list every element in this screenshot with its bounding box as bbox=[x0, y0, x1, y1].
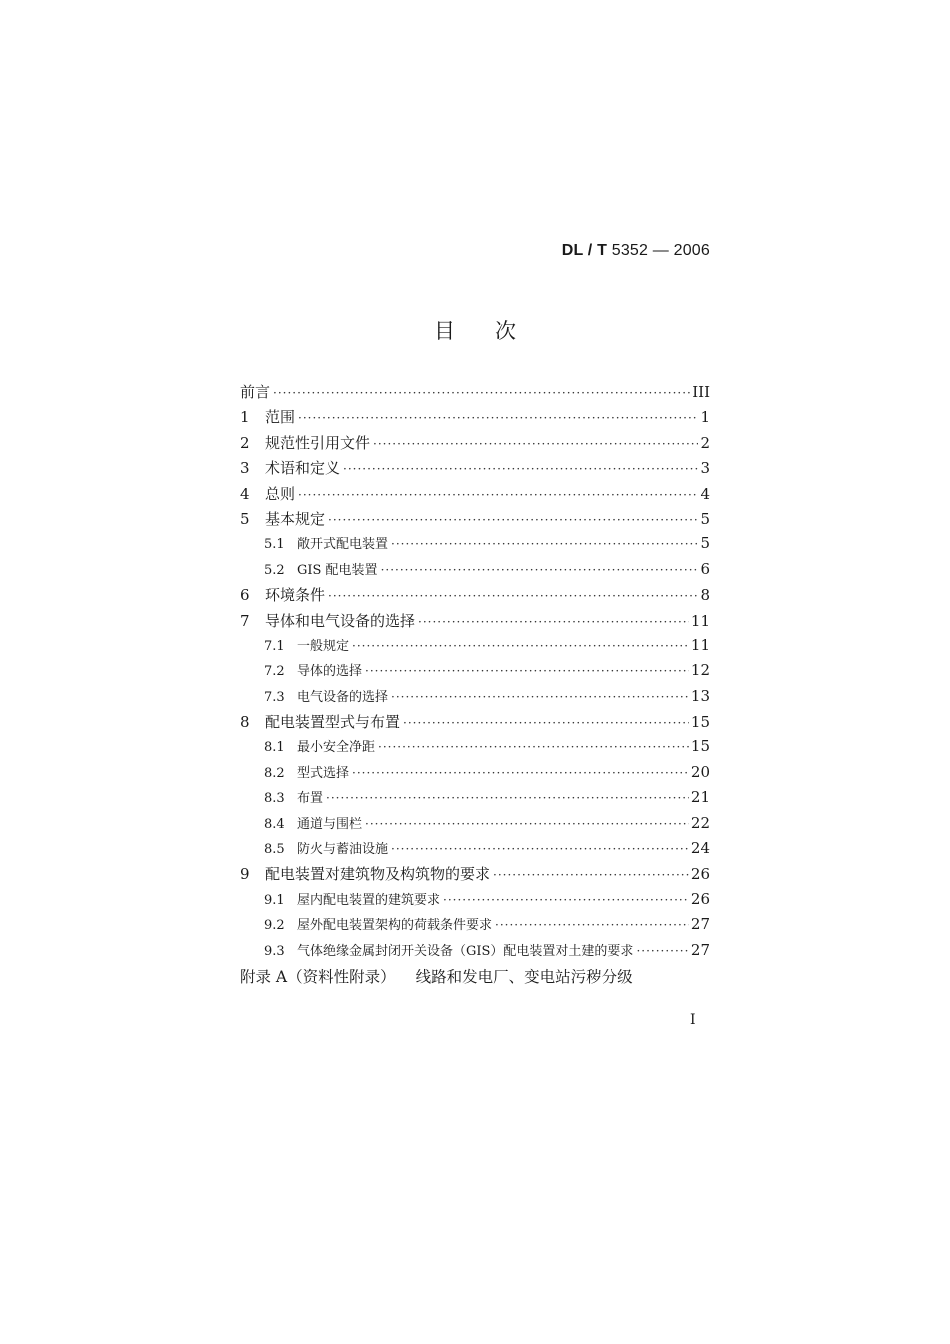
toc-leader-dots bbox=[443, 893, 689, 907]
standard-code-prefix: DL / T bbox=[561, 242, 608, 259]
toc-entry[interactable] bbox=[240, 686, 710, 711]
toc-entry[interactable] bbox=[240, 559, 710, 584]
toc-entry-number: 8.1 bbox=[264, 740, 285, 756]
toc-entry-number: 8.2 bbox=[264, 765, 285, 781]
toc-entry[interactable] bbox=[240, 610, 710, 635]
toc-entry[interactable] bbox=[240, 736, 710, 761]
toc-entry-label: 一般规定 bbox=[297, 638, 350, 654]
toc-entry-label: 规范性引用文件 bbox=[265, 433, 371, 452]
standard-code bbox=[562, 242, 710, 260]
toc-entry-number: 9.2 bbox=[264, 918, 285, 934]
toc-entry-number: 1 bbox=[240, 408, 250, 427]
toc-entry-number: 5 bbox=[240, 509, 250, 528]
toc-entry-page: 15 bbox=[690, 737, 710, 756]
toc-rows bbox=[240, 381, 710, 965]
toc-leader-dots bbox=[391, 842, 689, 856]
toc-entry-page: 2 bbox=[700, 433, 710, 452]
toc-leader-dots bbox=[403, 716, 689, 730]
toc-leader-dots bbox=[636, 944, 688, 958]
toc-entry-page: 22 bbox=[690, 813, 710, 832]
toc-entry[interactable] bbox=[240, 635, 710, 660]
toc-entry-label: 配电装置对建筑物及构筑物的要求 bbox=[265, 865, 491, 884]
toc-entry-page: 15 bbox=[690, 713, 710, 732]
toc-entry[interactable] bbox=[240, 660, 710, 685]
toc-entry-number: 7 bbox=[240, 611, 250, 630]
toc-leader-dots bbox=[365, 817, 689, 831]
annex-title: 线路和发电厂、变电站污秽分级 bbox=[415, 967, 633, 986]
toc-leader-dots bbox=[381, 563, 699, 577]
toc-entry-number: 8.4 bbox=[264, 816, 285, 832]
toc-entry-label: 前言 bbox=[240, 383, 271, 401]
toc-entry-label: GIS 配电装置 bbox=[297, 562, 378, 578]
toc-leader-dots bbox=[391, 690, 689, 704]
toc-leader-dots bbox=[378, 740, 689, 754]
toc-entry[interactable] bbox=[240, 457, 710, 482]
toc-entry-number: 5.1 bbox=[264, 537, 285, 553]
toc-leader-dots bbox=[298, 411, 698, 425]
toc-entry-page: 26 bbox=[690, 865, 710, 884]
toc-entry-page: III bbox=[692, 383, 710, 401]
toc-leader-dots bbox=[418, 615, 689, 629]
toc-entry[interactable] bbox=[240, 508, 710, 533]
toc-leader-dots bbox=[352, 766, 689, 780]
toc-leader-dots bbox=[273, 386, 690, 400]
toc-entry-number: 3 bbox=[240, 459, 250, 478]
toc-leader-dots bbox=[298, 488, 698, 502]
toc-entry-page: 26 bbox=[690, 889, 710, 908]
toc-entry-page: 6 bbox=[700, 559, 710, 578]
toc-entry-number: 8.3 bbox=[264, 791, 285, 807]
toc-entry-page: 27 bbox=[690, 915, 710, 934]
toc-entry-label: 电气设备的选择 bbox=[297, 689, 389, 705]
toc-entry[interactable] bbox=[240, 838, 710, 863]
toc-entry-number: 9 bbox=[240, 865, 250, 884]
toc-entry-page: 27 bbox=[690, 940, 710, 959]
toc-entry-label: 防火与蓄油设施 bbox=[297, 842, 389, 858]
toc-entry-page: 24 bbox=[690, 839, 710, 858]
toc-leader-dots bbox=[343, 462, 698, 476]
toc-entry-number: 7.1 bbox=[264, 638, 285, 654]
table-of-contents bbox=[240, 381, 710, 991]
toc-entry-page: 4 bbox=[700, 484, 710, 503]
toc-entry-page: 13 bbox=[690, 686, 710, 705]
toc-entry-label: 范围 bbox=[265, 408, 296, 427]
toc-entry-label: 基本规定 bbox=[265, 509, 326, 528]
toc-entry[interactable] bbox=[240, 813, 710, 838]
toc-entry-label: 布置 bbox=[297, 791, 324, 807]
toc-entry-label: 环境条件 bbox=[265, 586, 326, 605]
toc-leader-dots bbox=[328, 589, 698, 603]
toc-entry-number: 2 bbox=[240, 433, 250, 452]
toc-leader-dots bbox=[391, 537, 698, 551]
toc-entry-page: 11 bbox=[690, 635, 710, 654]
toc-entry-number: 4 bbox=[240, 484, 250, 503]
toc-entry-page: 20 bbox=[690, 762, 710, 781]
toc-entry[interactable] bbox=[240, 914, 710, 939]
toc-entry-page: 11 bbox=[690, 611, 710, 630]
toc-leader-dots bbox=[493, 868, 689, 882]
toc-entry-label: 总则 bbox=[265, 484, 296, 503]
standard-code-number: 5352 — 2006 bbox=[611, 242, 710, 259]
toc-entry[interactable] bbox=[240, 889, 710, 914]
toc-entry[interactable] bbox=[240, 787, 710, 812]
annex-label: 附录 A（资料性附录） bbox=[240, 967, 396, 986]
toc-entry-label: 配电装置型式与布置 bbox=[265, 713, 401, 732]
page-number: I bbox=[690, 1012, 696, 1028]
toc-leader-dots bbox=[328, 513, 698, 527]
toc-entry[interactable] bbox=[240, 432, 710, 457]
toc-entry-number: 7.3 bbox=[264, 689, 285, 705]
toc-entry-label: 导体和电气设备的选择 bbox=[265, 611, 416, 630]
toc-entry-number: 6 bbox=[240, 586, 250, 605]
toc-entry-page: 5 bbox=[700, 534, 710, 553]
toc-entry-page: 21 bbox=[690, 788, 710, 807]
toc-entry-label: 最小安全净距 bbox=[297, 740, 376, 756]
toc-leader-dots bbox=[352, 639, 689, 653]
toc-entry-label: 导体的选择 bbox=[297, 664, 363, 680]
toc-entry-page: 1 bbox=[700, 408, 710, 427]
toc-annex[interactable] bbox=[240, 965, 710, 991]
toc-leader-dots bbox=[495, 918, 689, 932]
toc-entry[interactable] bbox=[240, 711, 710, 736]
toc-entry[interactable] bbox=[240, 406, 710, 431]
toc-entry-number: 9.3 bbox=[264, 943, 285, 959]
toc-leader-dots bbox=[365, 664, 689, 678]
toc-entry[interactable] bbox=[240, 940, 710, 965]
toc-entry-number: 8 bbox=[240, 713, 250, 732]
toc-entry[interactable] bbox=[240, 381, 710, 406]
toc-entry[interactable] bbox=[240, 483, 710, 508]
toc-entry-page: 5 bbox=[700, 509, 710, 528]
toc-entry-label: 型式选择 bbox=[297, 765, 350, 781]
toc-leader-dots bbox=[373, 437, 698, 451]
toc-entry-number: 7.2 bbox=[264, 664, 285, 680]
toc-entry-page: 12 bbox=[690, 661, 710, 680]
toc-entry-label: 术语和定义 bbox=[265, 459, 341, 478]
toc-entry-number: 8.5 bbox=[264, 842, 285, 858]
toc-leader-dots bbox=[326, 791, 689, 805]
toc-entry[interactable] bbox=[240, 762, 710, 787]
toc-entry-number: 5.2 bbox=[264, 562, 285, 578]
toc-entry-label: 敞开式配电装置 bbox=[297, 537, 389, 553]
toc-entry-label: 气体绝缘金属封闭开关设备（GIS）配电装置对土建的要求 bbox=[297, 943, 634, 959]
toc-entry[interactable] bbox=[240, 533, 710, 558]
toc-entry-label: 屋外配电装置架构的荷载条件要求 bbox=[297, 918, 493, 934]
toc-entry-page: 3 bbox=[700, 459, 710, 478]
toc-entry-label: 通道与围栏 bbox=[297, 816, 363, 832]
toc-entry-label: 屋内配电装置的建筑要求 bbox=[297, 892, 441, 908]
page-title: 目次 bbox=[434, 319, 556, 343]
toc-entry-page: 8 bbox=[700, 586, 710, 605]
toc-entry-number: 9.1 bbox=[264, 892, 285, 908]
toc-entry[interactable] bbox=[240, 863, 710, 888]
toc-entry[interactable] bbox=[240, 584, 710, 609]
